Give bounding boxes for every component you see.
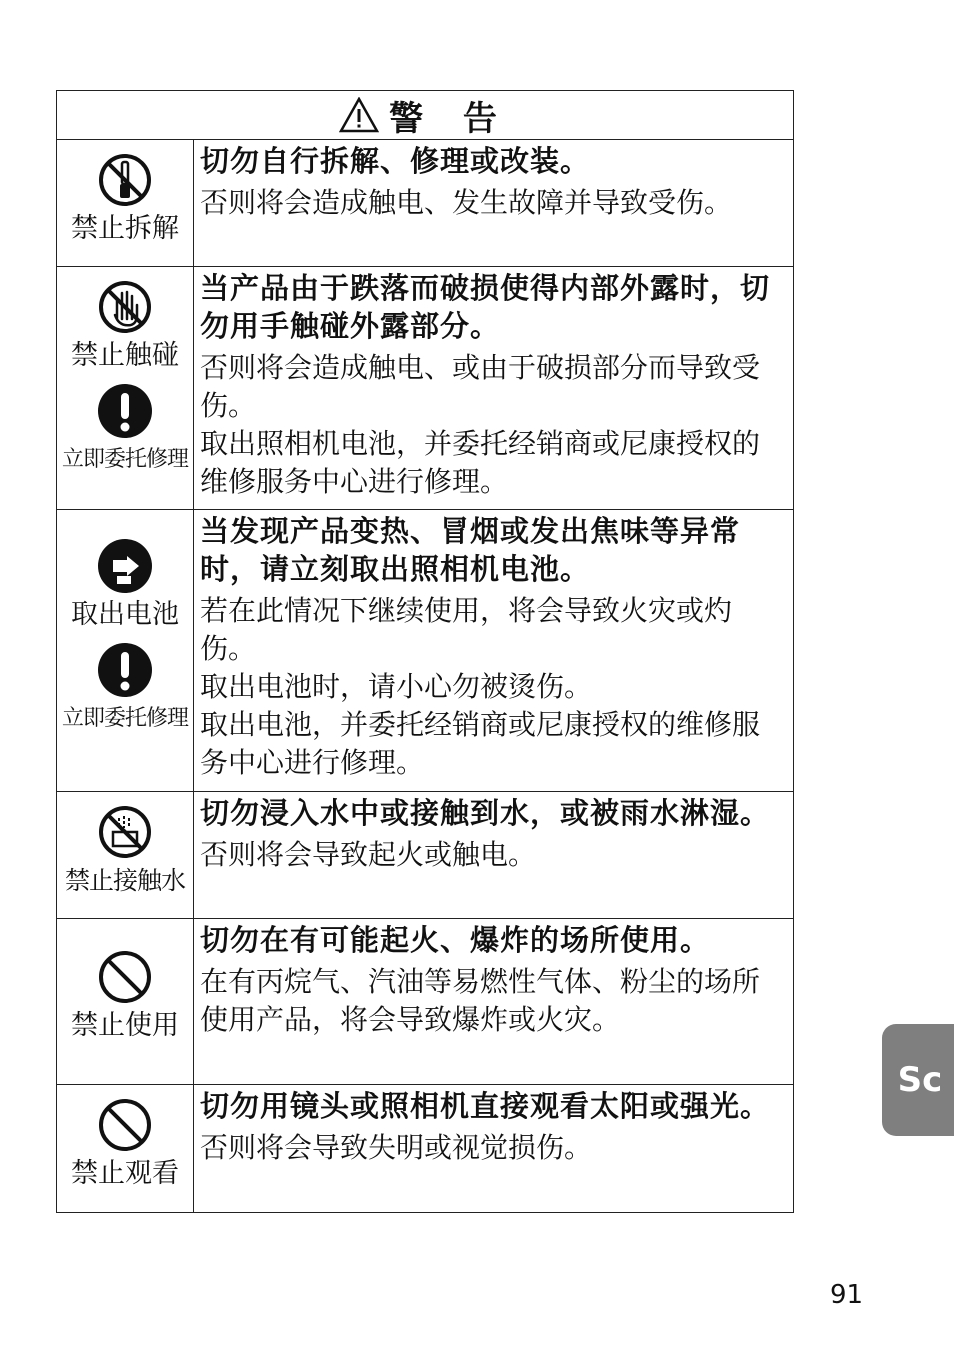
warning-text: 否则将会造成触电、或由于破损部分而导致受伤。: [200, 351, 761, 422]
warning-heading: 切勿用镜头或照相机直接观看太阳或强光。: [200, 1089, 771, 1123]
text-column: [194, 792, 793, 918]
warning-table: [56, 90, 794, 1213]
warning-text: 若在此情况下继续使用，将会导致火灾或灼伤。: [200, 594, 733, 665]
icon-label: 禁止观看: [71, 1158, 179, 1189]
warning-triangle-icon: [339, 97, 379, 133]
text-column: [194, 919, 793, 1084]
remove-battery-icon: [97, 538, 153, 594]
icon-column: [57, 510, 194, 791]
warning-row: [57, 140, 793, 267]
warning-row: [57, 510, 793, 792]
no-disassembly-icon: [97, 152, 153, 208]
warning-heading: 当产品由于跌落而破损使得内部外露时，切勿用手触碰外露部分。: [200, 271, 771, 343]
text-column: [194, 140, 793, 266]
warning-heading: 切勿自行拆解、修理或改装。: [200, 144, 591, 178]
text-column: [194, 267, 793, 509]
icon-label: 禁止拆解: [71, 213, 179, 244]
icon-label: 禁止使用: [71, 1010, 179, 1041]
icon-label: 禁止触碰: [71, 340, 179, 371]
page-number: 91: [830, 1280, 864, 1310]
icon-label: 禁止接触水: [64, 866, 185, 895]
warning-text: 取出电池时，请小心勿被烫伤。: [200, 670, 593, 703]
icon-column: [57, 140, 194, 266]
warning-title: 警 告: [389, 98, 511, 139]
warning-row: [57, 1085, 793, 1212]
warning-row: [57, 919, 793, 1085]
warning-header: [57, 91, 793, 140]
icon-label: 立即委托修理: [61, 706, 188, 731]
no-touch-icon: [97, 279, 153, 335]
prohibited-icon: [97, 1097, 153, 1153]
warning-row: [57, 792, 793, 919]
exclamation-icon: [97, 383, 153, 439]
icon-label: 取出电池: [71, 599, 179, 630]
icon-column: [57, 1085, 194, 1212]
icon-column: [57, 267, 194, 509]
warning-text: 在有丙烷气、汽油等易燃性气体、粉尘的场所使用产品，将会导致爆炸或火灾。: [200, 965, 761, 1036]
warning-heading: 切勿在有可能起火、爆炸的场所使用。: [200, 923, 711, 957]
warning-text: 取出电池，并委托经销商或尼康授权的维修服务中心进行修理。: [200, 708, 761, 779]
prohibited-icon: [97, 949, 153, 1005]
no-water-icon: [97, 804, 153, 860]
text-column: [194, 1085, 793, 1212]
language-tab[interactable]: Sc: [882, 1024, 954, 1136]
warning-text: 否则将会造成触电、发生故障并导致受伤。: [200, 186, 733, 219]
warning-text: 否则将会导致失明或视觉损伤。: [200, 1131, 593, 1164]
warning-heading: 当发现产品变热、冒烟或发出焦味等异常时，请立刻取出照相机电池。: [200, 514, 741, 586]
warning-row: [57, 267, 793, 510]
text-column: [194, 510, 793, 791]
exclamation-icon: [97, 642, 153, 698]
warning-text: 取出照相机电池，并委托经销商或尼康授权的维修服务中心进行修理。: [200, 427, 761, 498]
icon-label: 立即委托修理: [61, 447, 188, 472]
warning-text: 否则将会导致起火或触电。: [200, 838, 537, 871]
icon-column: [57, 792, 194, 918]
warning-heading: 切勿浸入水中或接触到水，或被雨水淋湿。: [200, 796, 771, 830]
icon-column: [57, 919, 194, 1084]
